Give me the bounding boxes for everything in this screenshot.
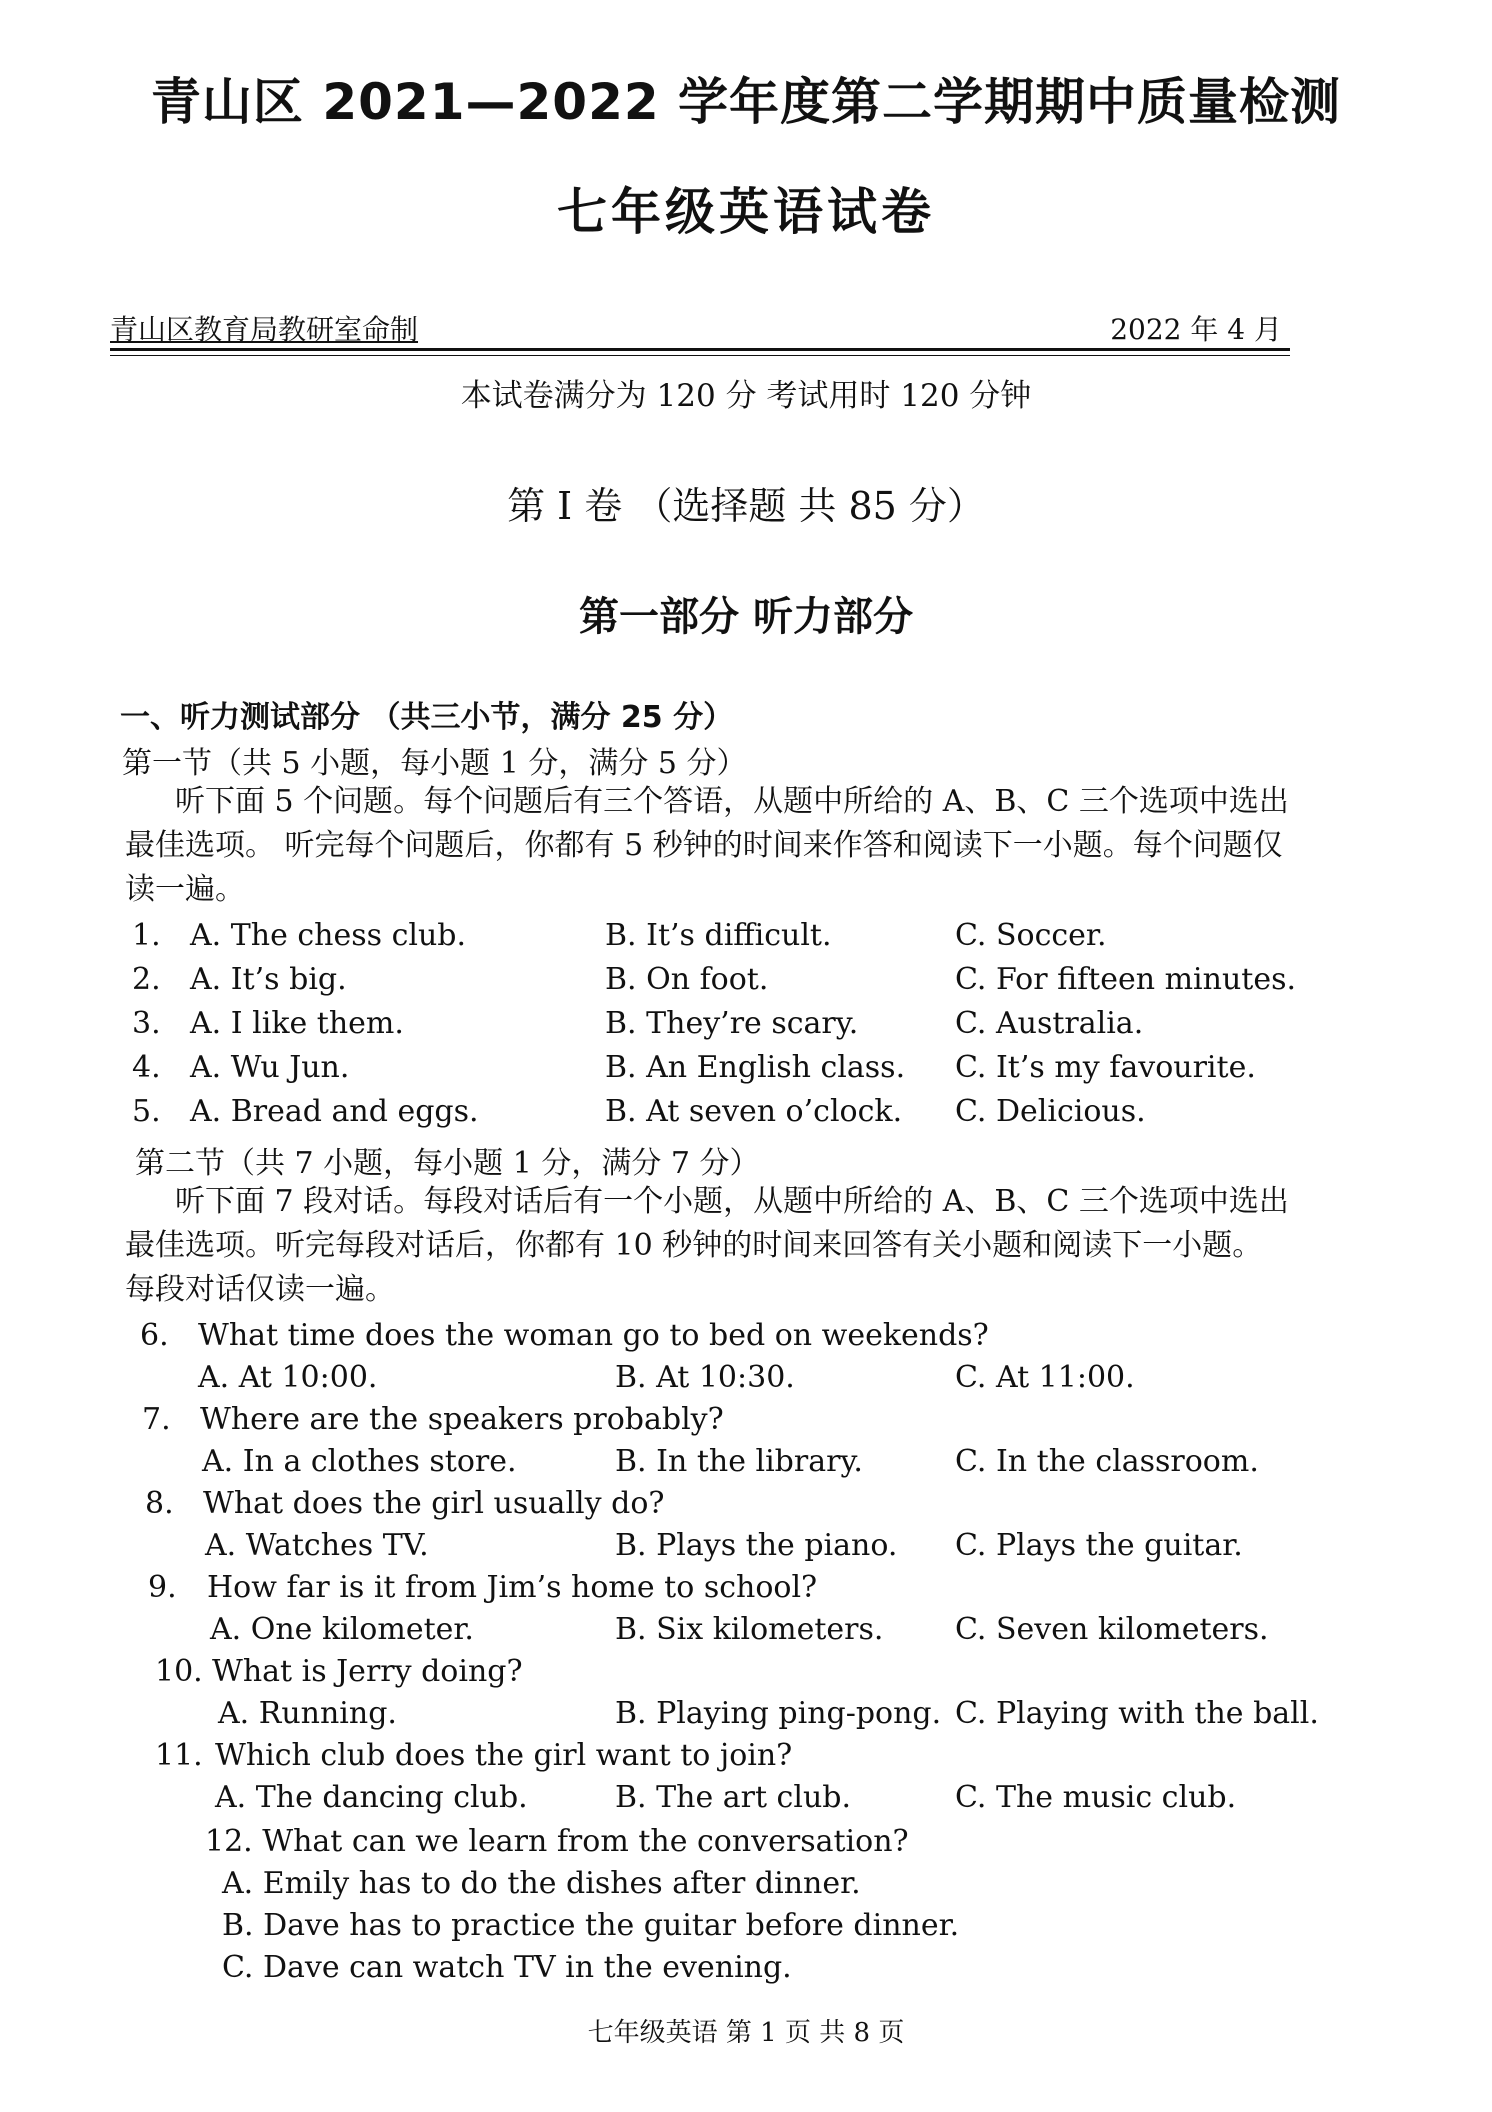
option-b: B. Six kilometers. [615,1612,884,1647]
question-text: What is Jerry doing? [212,1654,523,1689]
option-a: A. Wu Jun. [190,1050,350,1085]
option-b: B. Dave has to practice the guitar before dinner. [222,1908,960,1943]
option-b: B. Playing ping-pong. [615,1696,942,1731]
option-b: B. The art club. [615,1780,852,1815]
question-number: 2. [132,962,161,997]
question-text: Where are the speakers probably? [200,1402,724,1437]
question-number: 6. [140,1318,169,1353]
part-heading: 第一部分 听力部分 [579,594,913,640]
section-heading: 一、听力测试部分 （共三小节，满分 25 分） [120,700,734,735]
question-number: 5. [132,1094,161,1129]
option-a: A. Emily has to do the dishes after dinner. [222,1866,861,1901]
page-footer: 七年级英语 第 1 页 共 8 页 [587,2018,905,2048]
option-b: B. An English class. [605,1050,906,1085]
option-a: A. One kilometer. [210,1612,474,1647]
option-c: C. Dave can watch TV in the evening. [222,1950,792,1985]
option-b: B. At 10:30. [615,1360,795,1395]
option-c: C. It’s my favourite. [955,1050,1256,1085]
subsection1-instructions: 听下面 5 个问题。每个问题后有三个答语，从题中所给的 A、B、C 三个选项中选出最佳选项。 听完每个问题后，你都有 5 秒钟的时间来作答和阅读下一小题。每个问题仅读一遍。 [125,784,1289,907]
question-text: How far is it from Jim’s home to school? [207,1570,818,1605]
subsection2-instructions: 听下面 7 段对话。每段对话后有一个小题，从题中所给的 A、B、C 三个选项中选出最佳选项。听完每段对话后，你都有 10 秒钟的时间来回答有关小题和阅读下一小题。每段对话仅读一遍。 [125,1184,1289,1307]
question-number: 7. [142,1402,171,1437]
header-rule-thick [110,348,1290,351]
volume-heading: 第 I 卷 （选择题 共 85 分） [507,484,985,528]
option-c: C. Soccer. [955,918,1107,953]
option-a: A. In a clothes store. [202,1444,517,1479]
question-number: 3. [132,1006,161,1041]
question-number: 8. [145,1486,174,1521]
exam-subtitle: 七年级英语试卷 [557,183,935,241]
question-number: 4. [132,1050,161,1085]
issuer-line: 青山区教育局教研室命制 [110,313,419,346]
option-b: B. It’s difficult. [605,918,832,953]
option-a: A. I like them. [190,1006,404,1041]
question-text: 12. What can we learn from the conversation? [205,1824,909,1859]
exam-info: 本试卷满分为 120 分 考试用时 120 分钟 [460,378,1032,414]
option-a: A. It’s big. [190,962,347,997]
subsection1-heading: 第一节（共 5 小题，每小题 1 分，满分 5 分） [122,746,747,781]
question-number: 11. [155,1738,203,1773]
question-number: 10. [155,1654,203,1689]
option-b: B. On foot. [605,962,769,997]
option-b: B. In the library. [615,1444,863,1479]
option-c: C. The music club. [955,1780,1237,1815]
exam-title: 青山区 2021—2022 学年度第二学期期中质量检测 [150,73,1342,131]
option-c: C. Playing with the ball. [955,1696,1319,1731]
option-c: C. Australia. [955,1006,1144,1041]
option-a: A. The dancing club. [215,1780,528,1815]
option-c: C. Plays the guitar. [955,1528,1243,1563]
option-b: B. Plays the piano. [615,1528,898,1563]
option-b: B. They’re scary. [605,1006,859,1041]
option-c: C. Delicious. [955,1094,1146,1129]
option-a: A. At 10:00. [198,1360,378,1395]
question-text: What does the girl usually do? [203,1486,665,1521]
option-c: C. In the classroom. [955,1444,1259,1479]
option-c: C. Seven kilometers. [955,1612,1269,1647]
question-text: What time does the woman go to bed on weekends? [198,1318,989,1353]
option-a: A. Running. [218,1696,397,1731]
option-a: A. The chess club. [190,918,467,953]
question-number: 1. [132,918,161,953]
subsection2-heading: 第二节（共 7 小题，每小题 1 分，满分 7 分） [135,1146,760,1181]
option-c: C. At 11:00. [955,1360,1135,1395]
option-b: B. At seven o’clock. [605,1094,903,1129]
option-c: C. For fifteen minutes. [955,962,1297,997]
option-a: A. Watches TV. [205,1528,429,1563]
issue-date: 2022 年 4 月 [1110,313,1282,346]
option-a: A. Bread and eggs. [190,1094,479,1129]
header-rule-thin [110,355,1290,356]
question-text: Which club does the girl want to join? [215,1738,793,1773]
question-number: 9. [148,1570,177,1605]
